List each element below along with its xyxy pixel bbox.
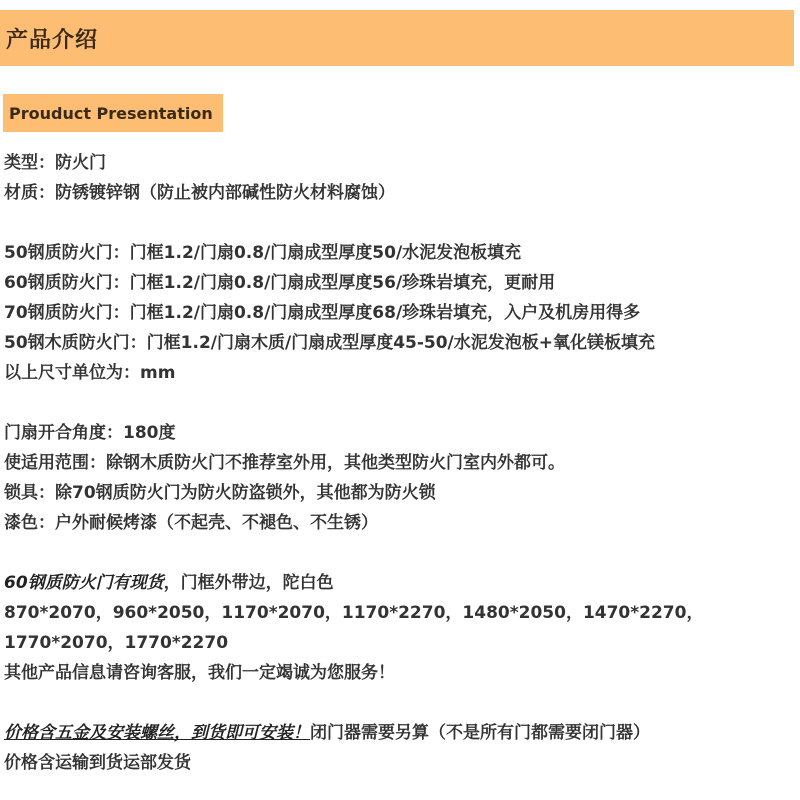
feature-line: 门扇开合角度：180度 bbox=[4, 423, 176, 443]
spec-type: 类型：防火门 bbox=[4, 153, 106, 173]
subtitle-badge bbox=[3, 94, 223, 132]
spacer bbox=[4, 208, 798, 238]
stock-line bbox=[4, 568, 798, 598]
stock-sizes: 870*2070，960*2050，1170*2070，1170*2270，1480*2050，1470*2270， bbox=[4, 603, 704, 623]
stock-rest: ，门框外带边，陀白色 bbox=[163, 573, 334, 593]
feature-line: 使适用范围：除钢木质防火门不推荐室外用，其他类型防火门室内外都可。 bbox=[4, 453, 565, 473]
header-bar bbox=[0, 10, 794, 66]
stock-highlight: 60钢质防火门有现货 bbox=[4, 573, 164, 593]
page-title: 产品介绍 bbox=[6, 27, 99, 53]
contact-note: 其他产品信息请咨询客服，我们一定竭诚为您服务！ bbox=[4, 663, 395, 683]
unit-note: 以上尺寸单位为：mm bbox=[4, 363, 176, 383]
product-description bbox=[4, 148, 798, 778]
feature-line: 漆色：户外耐候烤漆（不起壳、不褪色、不生锈） bbox=[4, 513, 378, 533]
spacer bbox=[4, 388, 798, 418]
spec-material: 材质：防锈镀锌钢（防止被内部碱性防火材料腐蚀） bbox=[4, 183, 395, 203]
pricing-line bbox=[4, 718, 798, 748]
spacer bbox=[4, 688, 798, 718]
feature-line: 锁具：除70钢质防火门为防火防盗锁外，其他都为防火锁 bbox=[4, 483, 436, 503]
pricing-rest: 闭门器需要另算（不是所有门都需要闭门器） bbox=[310, 723, 650, 743]
spacer bbox=[4, 538, 798, 568]
pricing-highlight: 价格含五金及安装螺丝，到货即可安装！ bbox=[4, 723, 310, 743]
model-line: 70钢质防火门：门框1.2/门扇0.8/门扇成型厚度68/珍珠岩填充，入户及机房用得多 bbox=[4, 303, 641, 323]
stock-sizes: 1770*2070，1770*2270 bbox=[4, 633, 229, 653]
shipping-note: 价格含运输到货运部发货 bbox=[4, 753, 191, 773]
subtitle-text: Prouduct Presentation bbox=[9, 103, 213, 123]
model-line: 50钢木质防火门：门框1.2/门扇木质/门扇成型厚度45-50/水泥发泡板+氧化镁板填充 bbox=[4, 333, 656, 353]
model-line: 50钢质防火门：门框1.2/门扇0.8/门扇成型厚度50/水泥发泡板填充 bbox=[4, 243, 522, 263]
model-line: 60钢质防火门：门框1.2/门扇0.8/门扇成型厚度56/珍珠岩填充，更耐用 bbox=[4, 273, 556, 293]
